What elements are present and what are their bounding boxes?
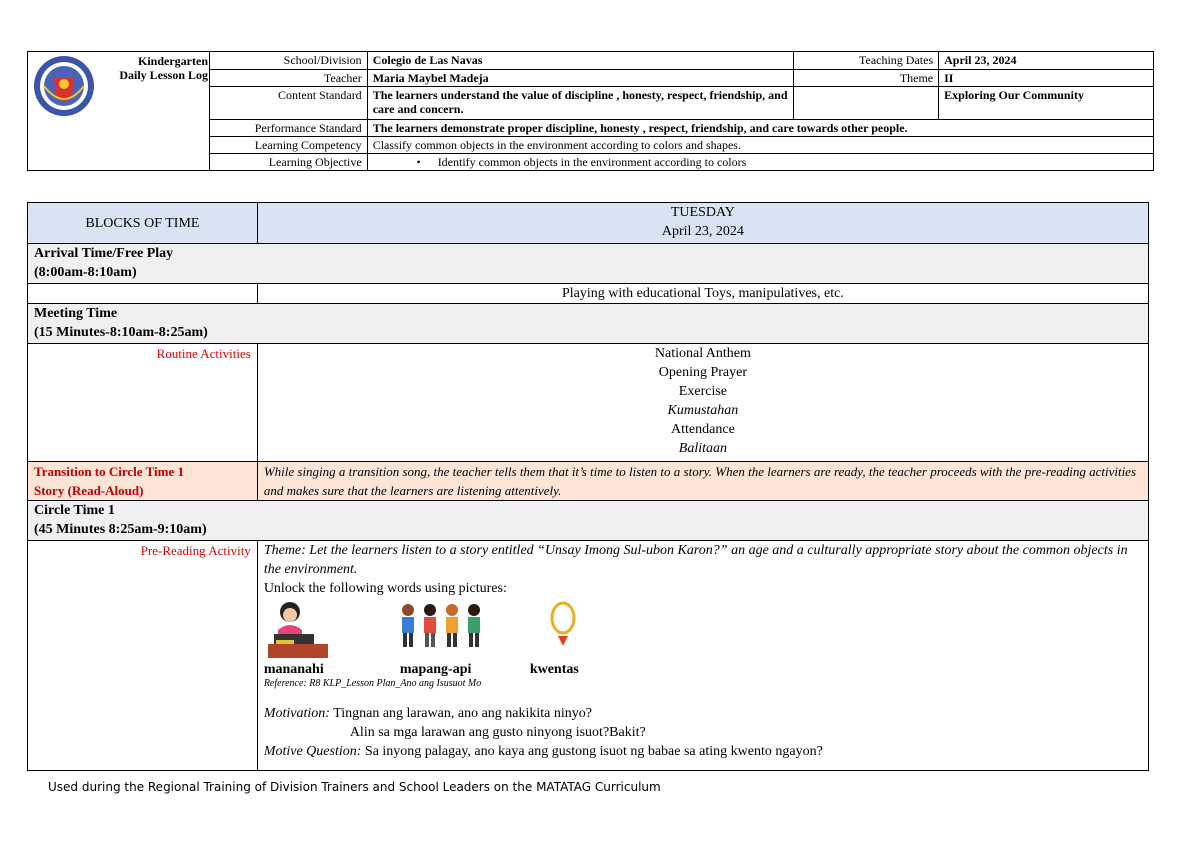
seamstress-icon	[264, 600, 330, 660]
routine-list	[257, 344, 1148, 462]
transition-sub: Story (Read-Aloud)	[34, 483, 144, 498]
competency-label: Learning Competency	[209, 137, 367, 154]
motive-label: Motive Question:	[263, 744, 362, 759]
meeting-time: (15 Minutes-8:10am-8:25am)	[34, 325, 208, 340]
arrival-empty	[28, 284, 258, 304]
date-label: April 23, 2024	[661, 224, 744, 239]
day-header	[257, 203, 1148, 244]
motivation-text: Tingnan ang larawan, ano ang nakikita ninyo?	[329, 706, 592, 721]
prereading-label: Pre-Reading Activity	[28, 541, 258, 771]
motivation-label: Motivation:	[263, 706, 330, 721]
logo-cell	[28, 52, 210, 171]
competency-value: Classify common objects in the environment according to colors and shapes.	[367, 137, 1153, 154]
theme-value: II	[939, 70, 1154, 87]
arrival-section	[28, 244, 1149, 284]
deped-seal-icon	[32, 54, 96, 118]
dates-label: Teaching Dates	[794, 52, 939, 70]
vocabulary-words	[264, 660, 1142, 678]
necklace-icon	[548, 600, 578, 656]
arrival-title: Arrival Time/Free Play	[34, 246, 174, 261]
routine-item: Balitaan	[678, 441, 728, 456]
reference-text: Reference: R8 KLP_Lesson Plan_Ano ang Isusuot Mo	[263, 678, 482, 689]
teacher-value: Maria Maybel Madeja	[367, 70, 794, 87]
transition-title: Transition to Circle Time 1	[34, 464, 184, 479]
kindergarten-label: Kindergarten	[138, 54, 208, 68]
prereading-content	[257, 541, 1148, 771]
routine-item: National Anthem	[654, 346, 751, 361]
log-title: Daily Lesson Log	[119, 68, 208, 82]
school-value: Colegio de Las Navas	[367, 52, 794, 70]
objective-cell	[367, 154, 1153, 171]
performance-standard-label: Performance Standard	[209, 120, 367, 137]
objective-value: Identify common objects in the environment according to colors	[437, 155, 747, 169]
vocabulary-pictures	[264, 598, 1142, 660]
transition-text: While singing a transition song, the teacher tells them that it’s time to listen to a story. When the learners are ready, the teacher proceeds with the pre-reading activities and makes sure that the learners are listening attentively.	[257, 462, 1148, 501]
bullet-icon: •	[416, 155, 421, 169]
school-label: School/Division	[209, 52, 367, 70]
teacher-label: Teacher	[209, 70, 367, 87]
theme-title: Exploring Our Community	[939, 87, 1154, 120]
transition-label	[28, 462, 258, 501]
day-label: TUESDAY	[670, 205, 735, 220]
routine-label: Routine Activities	[28, 344, 258, 462]
circle-time: (45 Minutes 8:25am-9:10am)	[34, 522, 207, 537]
meeting-section	[28, 304, 1149, 344]
objective-label: Learning Objective	[209, 154, 367, 171]
empty-cell	[794, 87, 939, 120]
unlock-text: Unlock the following words using pictures:	[263, 581, 507, 596]
motivation-line	[264, 704, 1142, 723]
blocks-header: BLOCKS OF TIME	[28, 203, 258, 244]
motivation-text-2: Alin sa mga larawan ang gusto ninyong isuot?Bakit?	[349, 725, 646, 740]
circle-section	[28, 501, 1149, 541]
word-mananahi: mananahi	[263, 662, 324, 677]
footer-note: Used during the Regional Training of Division Trainers and School Leaders on the MATATAG Curriculum	[48, 780, 661, 794]
theme-label: Theme	[794, 70, 939, 87]
bully-icon	[396, 600, 492, 658]
routine-item: Attendance	[671, 422, 735, 437]
arrival-activity: Playing with educational Toys, manipulatives, etc.	[257, 284, 1148, 304]
meeting-title: Meeting Time	[34, 306, 118, 321]
routine-item: Exercise	[678, 384, 727, 399]
content-standard-label: Content Standard	[209, 87, 367, 120]
dates-value: April 23, 2024	[939, 52, 1154, 70]
word-kwentas: kwentas	[529, 662, 579, 677]
performance-standard-value: The learners demonstrate proper discipline, honesty , respect, friendship, and care towards other people.	[367, 120, 1153, 137]
arrival-time: (8:00am-8:10am)	[34, 265, 137, 280]
motive-line	[264, 742, 1142, 761]
blocks-of-time-table	[27, 202, 1149, 771]
lesson-header-table	[27, 51, 1154, 171]
circle-title: Circle Time 1	[34, 503, 115, 518]
routine-item: Kumustahan	[667, 403, 739, 418]
word-mapang-api: mapang-api	[399, 662, 472, 677]
motive-text: Sa inyong palagay, ano kaya ang gustong isuot ng babae sa ating kwento ngayon?	[361, 744, 823, 759]
content-standard-value: The learners understand the value of discipline , honesty, respect, friendship, and care and concern.	[367, 87, 794, 120]
routine-item: Opening Prayer	[658, 365, 748, 380]
theme-text: Theme: Let the learners listen to a story entitled “Unsay Imong Sul-ubon Karon?” an age and a culturally appropriate story about the common objects in the environment.	[263, 543, 1128, 577]
